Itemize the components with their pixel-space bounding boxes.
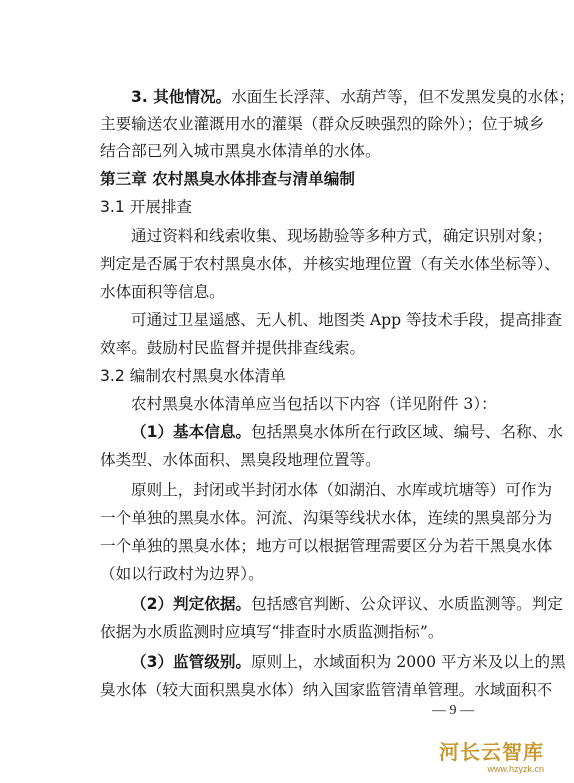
item-label: （2）判定依据。 [131, 595, 252, 613]
text-line: （如以行政村为边界）。 [100, 565, 264, 583]
text-line: 一个单独的黑臭水体。河流、沟渠等线状水体，连续的黑臭部分为 [100, 509, 553, 527]
text-line: 主要输送农业灌溉用水的灌渠（群众反映强烈的除外）；位于城乡 [100, 115, 545, 133]
text-line: 可通过卫星遥感、无人机、地图类 App 等技术手段，提高排查 [131, 311, 562, 329]
text-line: 效率。鼓励村民监督并提供排查线索。 [100, 339, 366, 357]
text-line: 依据为水质监测时应填写“排查时水质监测指标”。 [100, 623, 444, 641]
text-line [100, 86, 574, 108]
text-line: 农村黑臭水体清单应当包括以下内容（详见附件 3）： [131, 395, 497, 413]
item-text: 包括黑臭水体所在行政区域、编号、名称、水 [251, 423, 563, 441]
text-line: 臭水体（较大面积黑臭水体）纳入国家监管清单管理。水域面积不 [100, 681, 553, 699]
item-label: 3. 其他情况。 [131, 88, 232, 106]
text-line: 一个单独的黑臭水体；地方可以根据管理需要区分为若干黑臭水体 [100, 537, 553, 555]
text-line: 原则上，封闭或半封闭水体（如湖泊、水库或坑塘等）可作为 [131, 481, 553, 499]
text-line: 水体面积等信息。 [100, 283, 225, 301]
item-label: （1）基本信息。 [131, 423, 252, 441]
item-text: 水面生长浮萍、水葫芦等，但不发黑发臭的水体； [231, 88, 574, 106]
text-line: 结合部已列入城市黑臭水体清单的水体。 [100, 142, 381, 160]
section-heading: 3.2 编制农村黑臭水体清单 [100, 367, 286, 385]
text-line: 体类型、水体面积、黑臭段地理位置等。 [100, 451, 381, 469]
watermark-url: www.hzyzk.cn [487, 764, 544, 774]
item-label: （3）监管级别。 [131, 653, 252, 671]
text-line [131, 651, 566, 673]
text-line: 通过资料和线索收集、现场勘验等多种方式，确定识别对象； [131, 227, 553, 245]
section-heading: 3.1 开展排查 [100, 198, 193, 216]
text-line: 判定是否属于农村黑臭水体，并核实地理位置（有关水体坐标等）、 [100, 255, 561, 273]
text-line [131, 421, 563, 443]
item-text: 原则上，水域面积为 2000 平方米及以上的黑 [251, 653, 566, 671]
watermark-logo [439, 740, 544, 775]
text-line [131, 593, 563, 615]
page-number: — 9 — [432, 703, 474, 718]
chapter-heading: 第三章 农村黑臭水体排查与清单编制 [100, 170, 355, 188]
watermark-title: 河长云智库 [439, 740, 544, 764]
item-text: 包括感官判断、公众评议、水质监测等。判定 [251, 595, 563, 613]
